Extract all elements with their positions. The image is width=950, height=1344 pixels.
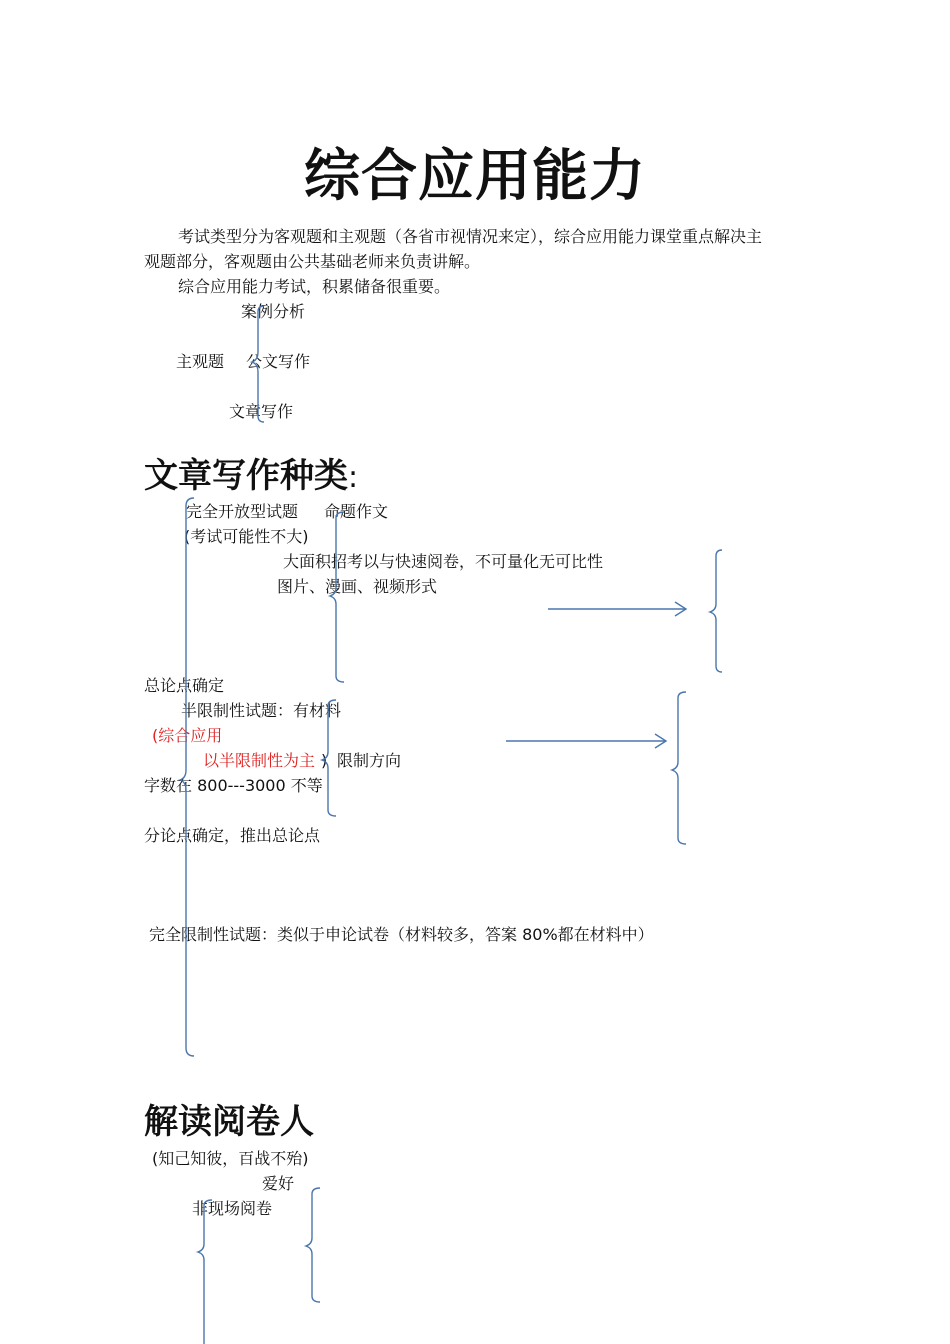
open-note: (考试可能性不大): [184, 527, 309, 546]
reader-bracket: [198, 1200, 212, 1344]
section-heading-reader: 解读阅卷人: [144, 1102, 314, 1142]
reader-sub-bracket: [306, 1188, 320, 1302]
subjective-item-article-writing: 文章写作: [229, 402, 294, 421]
subjective-item-case-analysis: 案例分析: [241, 302, 306, 321]
semi-type-bracket: [322, 700, 336, 816]
semi-result-bracket: [672, 692, 686, 844]
semi-note-red-2: 以半限制性为主: [203, 751, 316, 770]
open-point-2: 图片、漫画、视频形式: [277, 577, 438, 596]
semi-type-label: 半限制性试题：有材料: [181, 701, 342, 720]
intro-line-1: 考试类型分为客观题和主观题（各省市视情况来定），综合应用能力课堂重点解决主: [178, 227, 763, 246]
section-heading-text: 文章写作种类: [144, 456, 348, 496]
semi-note-red-1: (综合应用: [152, 726, 223, 745]
intro-line-3: 综合应用能力考试，积累储备很重要。: [178, 277, 451, 296]
open-type-bracket: [330, 512, 344, 682]
full-type-label: 完全限制性试题：类似于申论试卷（材料较多，答案 80%都在材料中）: [149, 925, 654, 944]
reader-note: (知己知彼，百战不殆): [152, 1149, 309, 1168]
word-count-label: 字数在 800---3000 不等: [144, 776, 323, 795]
sub-point-label: 分论点确定，推出总论点: [144, 826, 321, 845]
open-proposition-label: 命题作文: [324, 502, 389, 521]
reader-item-hobby: 爱好: [262, 1174, 295, 1193]
page-title: 综合应用能力: [304, 144, 646, 209]
writing-types-bracket: [180, 498, 194, 1056]
open-point-1: 大面积招考以与快速阅卷，不可量化无可比性: [283, 552, 604, 571]
semi-direction-label: 限制方向: [337, 751, 402, 770]
open-type-label: 完全开放型试题: [186, 502, 299, 521]
semi-note-close: ): [321, 751, 328, 770]
subjective-root-label: 主观题: [176, 352, 225, 371]
section-heading-colon: :: [348, 460, 359, 495]
subjective-item-official-writing: 公文写作: [246, 352, 311, 371]
subjective-bracket: [252, 306, 264, 422]
overall-point-label: 总论点确定: [144, 676, 225, 695]
reader-item-offsite: 非现场阅卷: [192, 1199, 273, 1218]
open-result-bracket: [710, 550, 722, 672]
intro-line-2: 观题部分，客观题由公共基础老师来负责讲解。: [144, 252, 481, 271]
